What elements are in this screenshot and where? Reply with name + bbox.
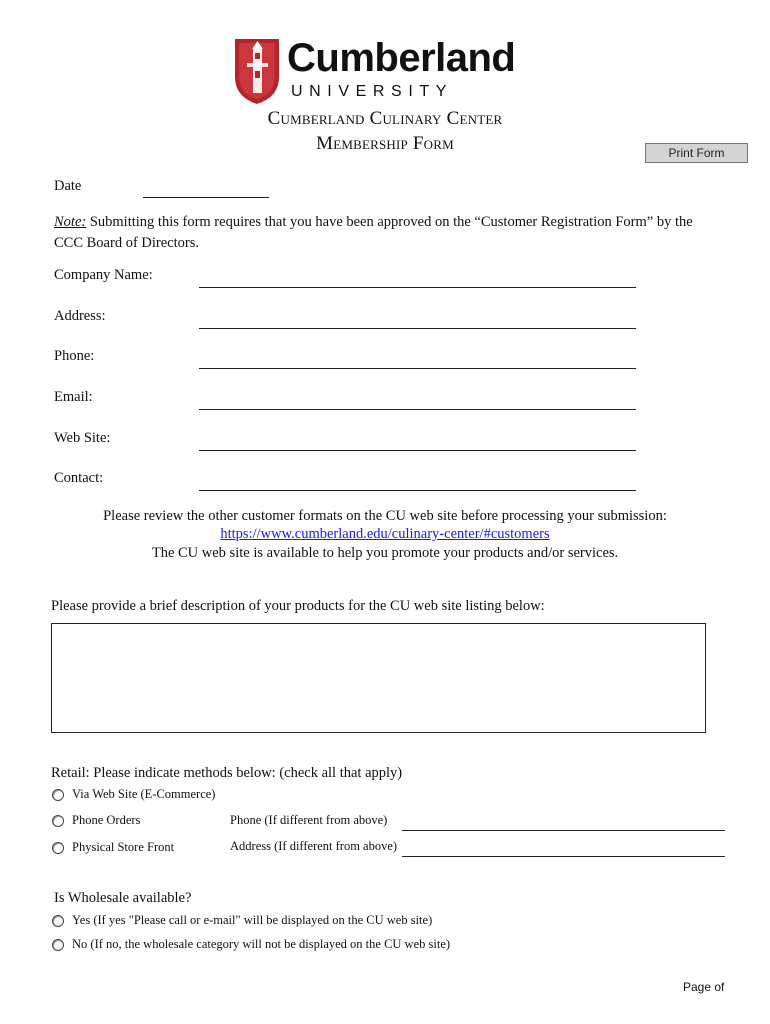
print-form-button[interactable]: Print Form: [645, 143, 748, 163]
via-website-radio[interactable]: [52, 789, 64, 801]
via-website-label: Via Web Site (E-Commerce): [72, 787, 216, 801]
physical-store-radio[interactable]: [52, 842, 64, 854]
email-label: Email:: [54, 389, 93, 405]
address-different-field[interactable]: [402, 856, 725, 857]
note-body: Submitting this form requires that you have been approved on the “Customer Registration Form” by the CCC Board of Directors.: [54, 214, 693, 251]
phone-orders-radio[interactable]: [52, 815, 64, 827]
wholesale-yes-label: Yes (If yes "Please call or e-mail" will be displayed on the CU web site): [72, 913, 433, 927]
note-lead: Note:: [54, 214, 87, 230]
retail-title: Retail: Please indicate methods below: (check all that apply): [51, 765, 403, 781]
contact-label: Contact:: [54, 470, 104, 486]
company-name-field[interactable]: [199, 287, 636, 288]
note-text: [54, 212, 714, 254]
wholesale-no-label: No (If no, the wholesale category will not be displayed on the CU web site): [72, 937, 451, 951]
wholesale-title: Is Wholesale available?: [54, 890, 192, 906]
phone-orders-label: Phone Orders: [72, 813, 141, 827]
description-textarea[interactable]: [51, 623, 706, 733]
page-number: Page of: [683, 980, 725, 994]
form-title: Membership Form: [316, 133, 454, 154]
address-field[interactable]: [199, 328, 636, 329]
wholesale-yes-radio[interactable]: [52, 915, 64, 927]
company-name-label: Company Name:: [54, 267, 153, 283]
phone-different-label: Phone (If different from above): [230, 813, 388, 827]
email-field[interactable]: [199, 409, 636, 410]
brand-name: Cumberland: [287, 36, 516, 80]
university-logo-icon: [233, 37, 281, 105]
phone-different-field[interactable]: [402, 830, 725, 831]
phone-label: Phone:: [54, 348, 95, 364]
review-note: The CU web site is available to help you promote your products and/or services.: [151, 545, 619, 561]
physical-store-label: Physical Store Front: [72, 840, 175, 854]
center-title: Cumberland Culinary Center: [267, 108, 503, 129]
website-label: Web Site:: [54, 430, 111, 446]
phone-field[interactable]: [199, 368, 636, 369]
date-field[interactable]: [143, 197, 269, 198]
wholesale-no-radio[interactable]: [52, 939, 64, 951]
review-text: Please review the other customer formats on the CU web site before processing your submission:: [103, 508, 667, 524]
review-link-row: [0, 526, 770, 543]
customers-link[interactable]: https://www.cumberland.edu/culinary-center/#customers: [220, 526, 550, 542]
website-field[interactable]: [199, 450, 636, 451]
brand-subtitle: UNIVERSITY: [291, 83, 454, 100]
contact-field[interactable]: [199, 490, 636, 491]
description-prompt: Please provide a brief description of your products for the CU web site listing below:: [51, 598, 545, 614]
date-label: Date: [54, 178, 82, 194]
address-different-label: Address (If different from above): [230, 839, 398, 853]
address-label: Address:: [54, 308, 106, 324]
